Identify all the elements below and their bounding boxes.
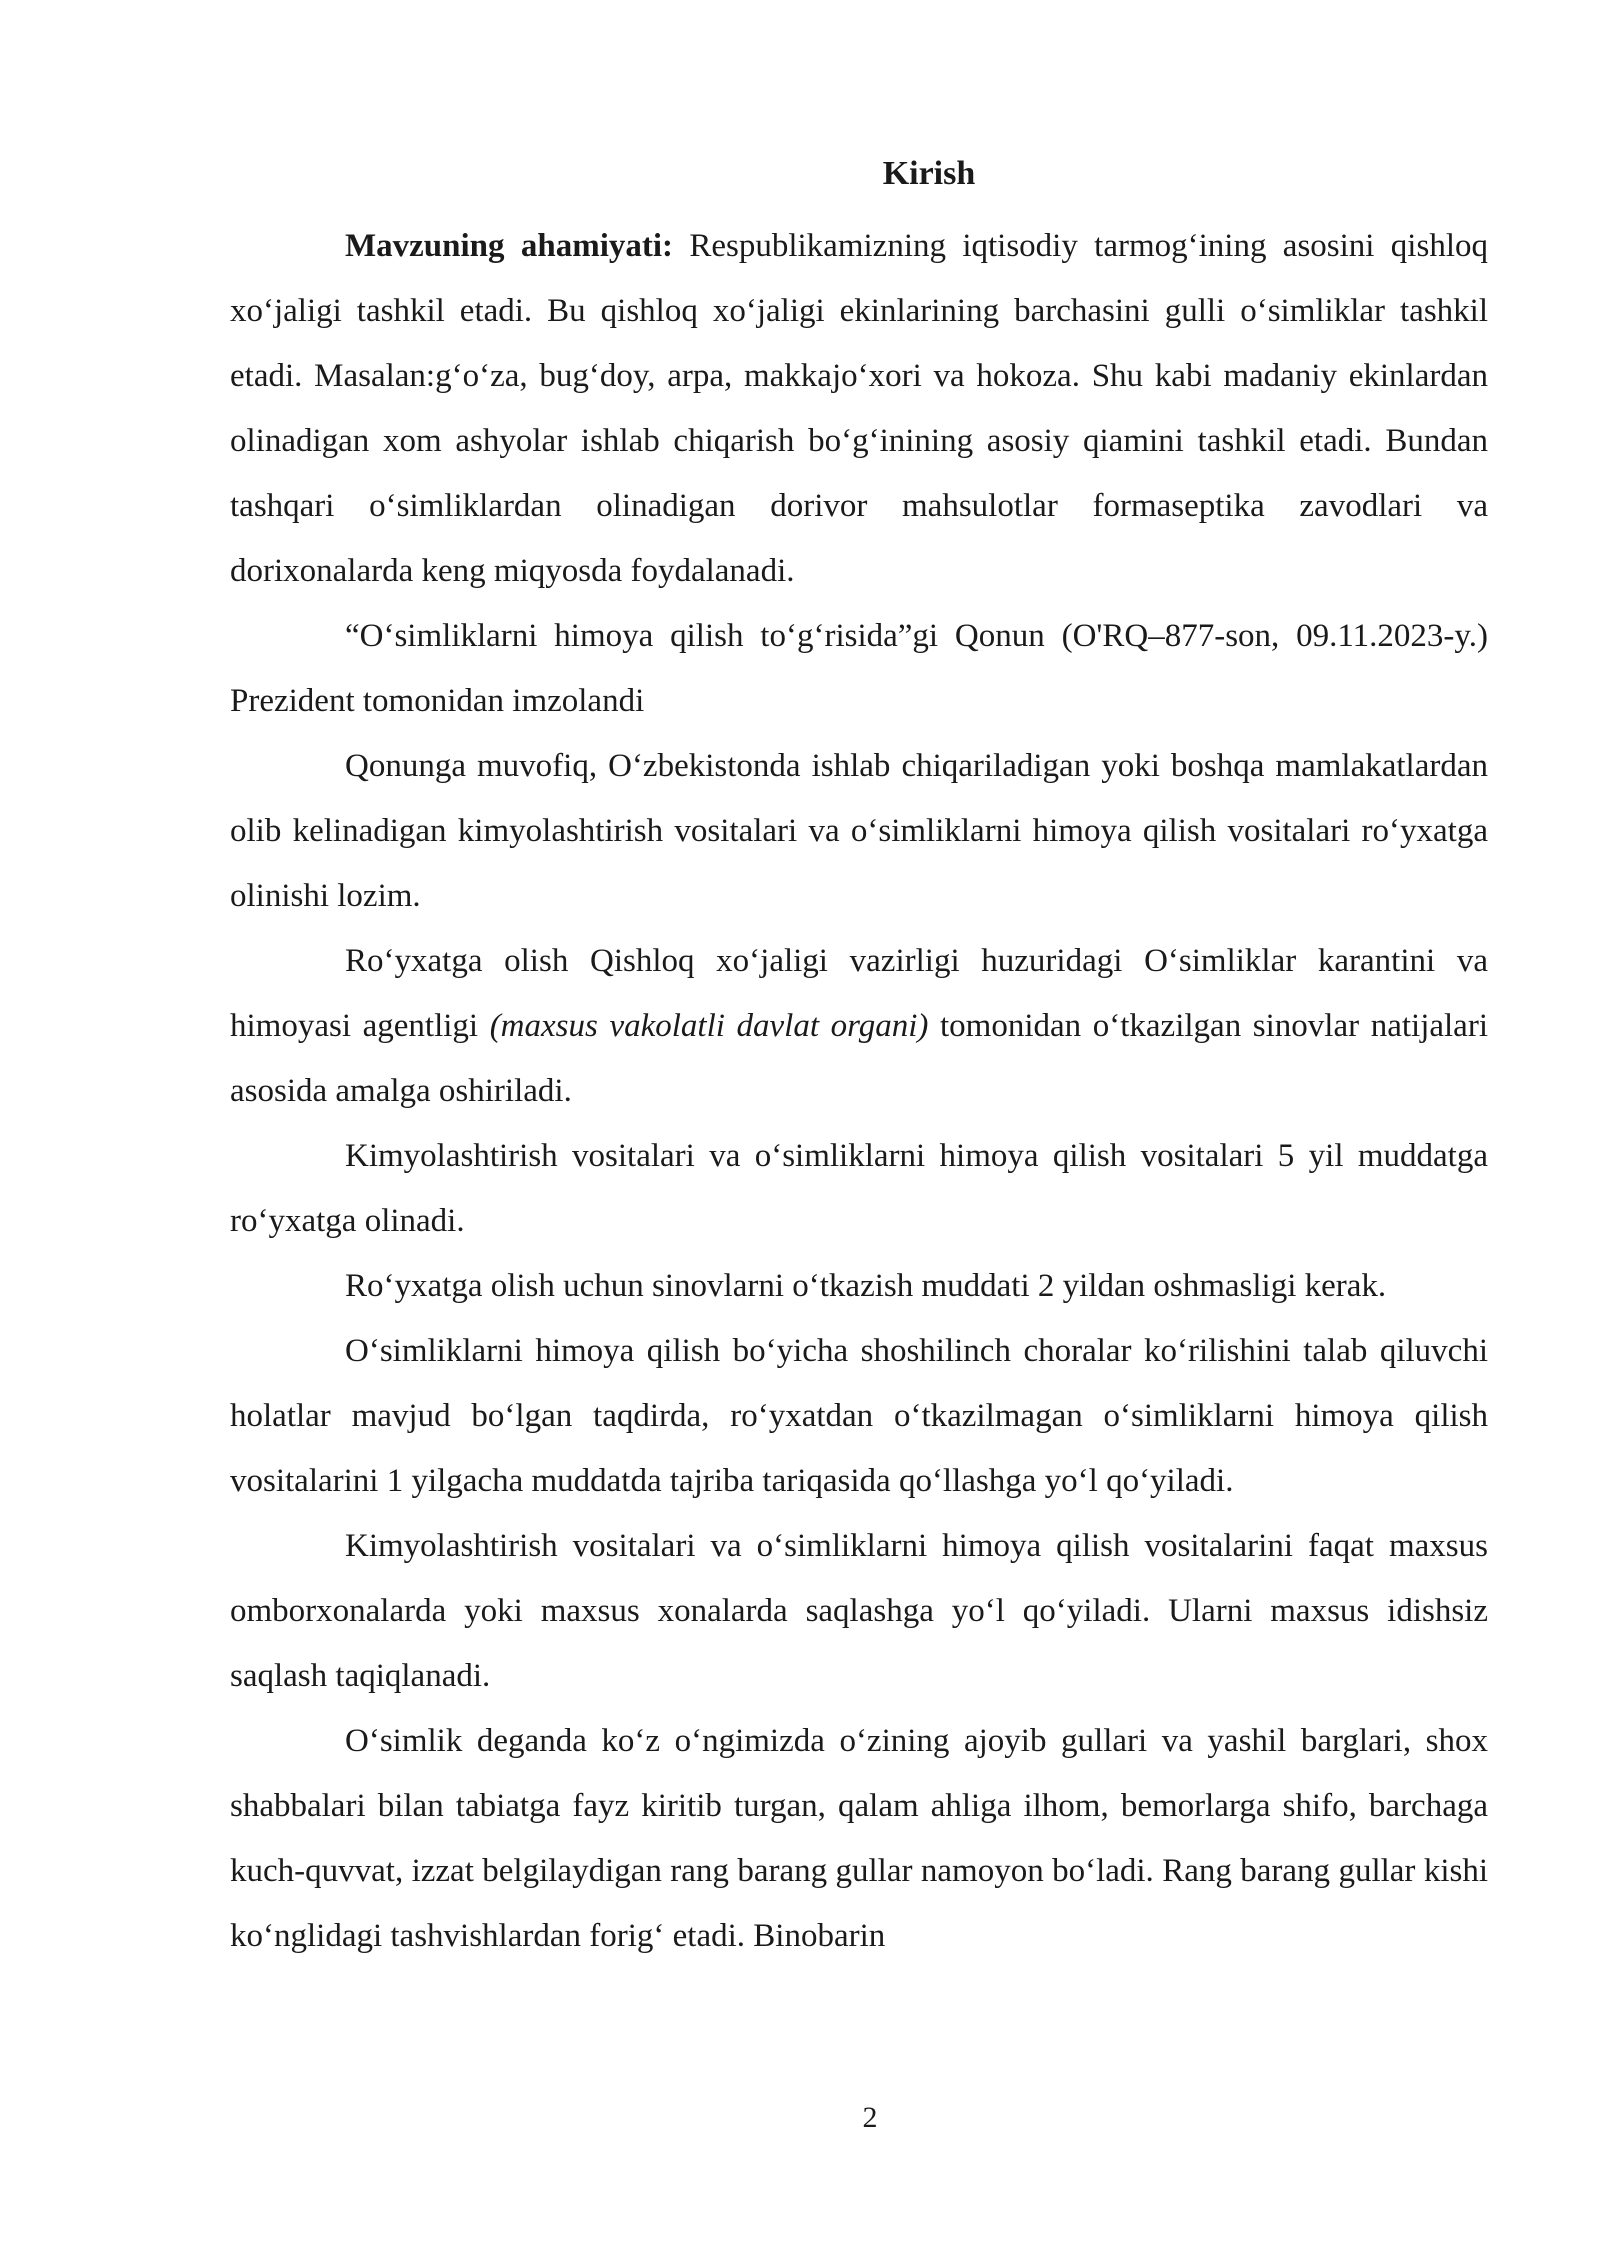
- paragraph-law: “O‘simliklarni himoya qilish to‘g‘risida”gi Qonun (O'RQ–877-son, 09.11.2023-y.) Prezident tomonidan imzolandi: [230, 618, 1488, 719]
- paragraph-significance: [230, 214, 1488, 604]
- page-number: 2: [862, 2101, 878, 2134]
- paragraph-lead: Mavzuning ahamiyati:: [345, 228, 674, 264]
- paragraph-test-period: Ro‘yxatga olish uchun sinovlarni o‘tkazish muddati 2 yildan oshmasligi kerak.: [345, 1268, 1387, 1304]
- paragraph-registration: Qonunga muvofiq, O‘zbekistonda ishlab chiqariladigan yoki boshqa mamlakatlardan olib kelinadigan kimyolashtirish vositalari va o‘simliklarni himoya qilish vositalari ro‘yxatga olinishi lozim.: [230, 748, 1488, 914]
- paragraph-italic-note: (maxsus vakolatli davlat organi): [489, 1008, 929, 1044]
- document-body: [230, 148, 1488, 1969]
- paragraph-storage: Kimyolashtirish vositalari va o‘simliklarni himoya qilish vositalarini faqat maxsus omborxonalarda yoki maxsus xonalarda saqlashga yo‘l qo‘yiladi. Ularni maxsus idishsiz saqlash taqiqlanadi.: [230, 1528, 1488, 1694]
- paragraph-text: Ro‘yxatga olish Qishloq xo‘jaligi vazirligi huzuridagi O‘simliklar karantini va himoyasi agentligi: [230, 943, 1488, 1044]
- paragraph-term: Kimyolashtirish vositalari va o‘simliklarni himoya qilish vositalari 5 yil muddatga ro‘yxatga olinadi.: [230, 1138, 1488, 1239]
- paragraph-text: tomonidan o‘tkazilgan sinovlar natijalari asosida amalga oshiriladi.: [230, 1008, 1488, 1109]
- paragraph-text: Respublikamizning iqtisodiy tarmog‘ining asosini qishloq xo‘jaligi tashkil etadi. Bu qishloq xo‘jaligi ekinlarining barchasini gulli o‘simliklar tashkil etadi. Masalan:g‘o‘za, bug‘doy, arpa, makkajo‘xori va hokoza. Shu kabi madaniy ekinlardan olinadigan xom ashyolar ishlab chiqarish bo‘g‘inining asosiy qiamini tashkil etadi. Bundan tashqari o‘simliklardan olinadigan dorivor mahsulotlar formaseptika zavodlari va dorixonalarda keng miqyosda foydalanadi.: [230, 228, 1488, 589]
- paragraph-urgent: O‘simliklarni himoya qilish bo‘yicha shoshilinch choralar ko‘rilishini talab qiluvchi holatlar mavjud bo‘lgan taqdirda, ro‘yxatdan o‘tkazilmagan o‘simliklarni himoya qilish vositalarini 1 yilgacha muddatda tajriba tariqasida qo‘llashga yo‘l qo‘yiladi.: [230, 1333, 1488, 1499]
- page-title: Kirish: [882, 155, 976, 192]
- paragraph-plants: O‘simlik deganda ko‘z o‘ngimizda o‘zining ajoyib gullari va yashil barglari, shox shabbalari bilan tabiatga fayz kiritib turgan, qalam ahliga ilhom, bemorlarga shifo, barchaga kuch-quvvat, izzat belgilaydigan rang barang gullar namoyon bo‘ladi. Rang barang gullar kishi ko‘nglidagi tashvishlardan forig‘ etadi. Binobarin: [230, 1723, 1488, 1954]
- paragraph-agency: [230, 929, 1488, 1124]
